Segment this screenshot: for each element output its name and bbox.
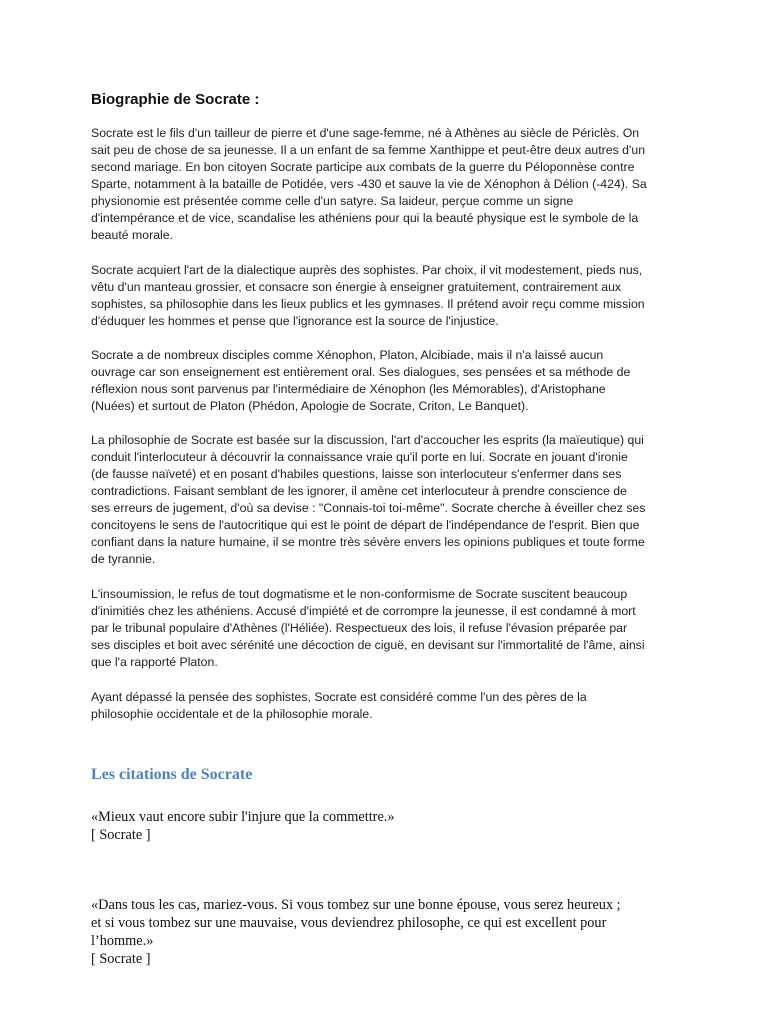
text-line: ses disciples et boit avec sérénité une décoction de ciguë, en devisant sur l'immortalité de l'âme, ainsi [91,638,645,652]
text-line: conduit l'interlocuteur à découvrir la connaissance vraie qu'il porte en lui. Socrate en jouant d'ironie [91,450,628,464]
text-line: réflexion nous sont parvenus par l'intermédiaire de Xénophon (les Mémorables), d'Aristophane [91,382,606,396]
text-line: concitoyens le sens de l'autocritique qui est le point de départ de l'indépendance de l'esprit. Bien que [91,518,640,532]
text-line: de tyrannie. [91,552,156,566]
paragraph-dialectic [91,262,687,330]
text-line: second mariage. En bon citoyen Socrate participe aux combats de la guerre du Péloponnèse contre [91,160,635,174]
quote-text: l’homme.» [91,933,154,949]
text-line: par le tribunal populaire d'Athènes (l'Héliée). Respectueux des lois, il refuse l'évasion préparée par [91,621,628,635]
text-line: Ayant dépassé la pensée des sophistes, Socrate est considéré comme l'un des pères de la [91,690,587,704]
text-line: sophistes, sa philosophie dans les lieux publics et les gymnases. Il prétend avoir reçu comme mission [91,297,645,311]
quote-text: «Dans tous les cas, mariez-vous. Si vous tombez sur une bonne épouse, vous serez heureux ; [91,897,621,913]
quote-author: [ Socrate ] [91,951,151,967]
text-line: Socrate acquiert l'art de la dialectique auprès des sophistes. Par choix, il vit modestement, pieds nus, [91,263,643,277]
quote-block [91,808,395,844]
quote-block [91,896,621,968]
paragraph-philosophy [91,432,687,568]
text-line: sait peu de chose de sa jeunesse. Il a un enfant de sa femme Xanthippe et peut-être deux autres d'un [91,143,646,157]
paragraph-condemnation [91,586,687,671]
text-line: Socrate est le fils d'un tailleur de pierre et d'une sage-femme, né à Athènes au siècle de Périclès. On [91,126,640,140]
biography-title: Biographie de Socrate : [91,91,260,108]
text-line: ouvrage car son enseignement est entièrement oral. Ses dialogues, ses pensées et sa méthode de [91,365,631,379]
text-line: confiant dans la nature humaine, il se montre très sévère envers les opinions publiques et toute forme [91,535,645,549]
text-line: Sparte, notamment à la bataille de Potidée, vers -430 et sauve la vie de Xénophon à Délion (-424). Sa [91,177,647,191]
text-line: d'éduquer les hommes et pense que l'ignorance est la source de l'injustice. [91,314,499,328]
text-line: Socrate a de nombreux disciples comme Xénophon, Platon, Alcibiade, mais il n'a laissé aucun [91,348,604,362]
text-line: (de fausse naïveté) et en posant d'habiles questions, laisse son interlocuteur s'enfermer dans ses [91,467,622,481]
quote-author: [ Socrate ] [91,827,151,843]
text-line: L'insoumission, le refus de tout dogmatisme et le non-conformisme de Socrate suscitent beaucoup [91,587,628,601]
citations-heading: Les citations de Socrate [91,766,253,783]
text-line: d'intempérance et de vice, scandalise les athéniens pour qui la beauté physique est le symbole de la [91,211,639,225]
quote-text: «Mieux vaut encore subir l'injure que la commettre.» [91,809,395,825]
text-line: vêtu d'un manteau grossier, et consacre son énergie à enseigner gratuitement, contrairement aux [91,280,622,294]
paragraph-disciples [91,347,687,415]
paragraph-legacy [91,689,687,723]
quote-text: et si vous tombez sur une mauvaise, vous deviendrez philosophe, ce qui est excellent pour [91,915,607,931]
text-line: philosophie occidentale et de la philosophie morale. [91,707,373,721]
text-line: La philosophie de Socrate est basée sur la discussion, l'art d'accoucher les esprits (la maïeutique) qui [91,433,644,447]
paragraph-origins [91,125,687,244]
text-line: physionomie est présentée comme celle d'un satyre. Sa laideur, perçue comme un signe [91,194,574,208]
text-line: que l'a rapporté Platon. [91,655,218,669]
text-line: ses erreurs de jugement, d'où sa devise : "Connais-toi toi-même". Socrate cherche à éveiller chez ses [91,501,646,515]
text-line: contradictions. Faisant semblant de les ignorer, il amène cet interlocuteur à prendre conscience de [91,484,627,498]
text-line: d'inimitiés chez les athéniens. Accusé d'impiété et de corrompre la jeunesse, il est condamné à mort [91,604,636,618]
text-line: (Nuées) et surtout de Platon (Phédon, Apologie de Socrate, Criton, Le Banquet). [91,399,529,413]
text-line: beauté morale. [91,228,174,242]
